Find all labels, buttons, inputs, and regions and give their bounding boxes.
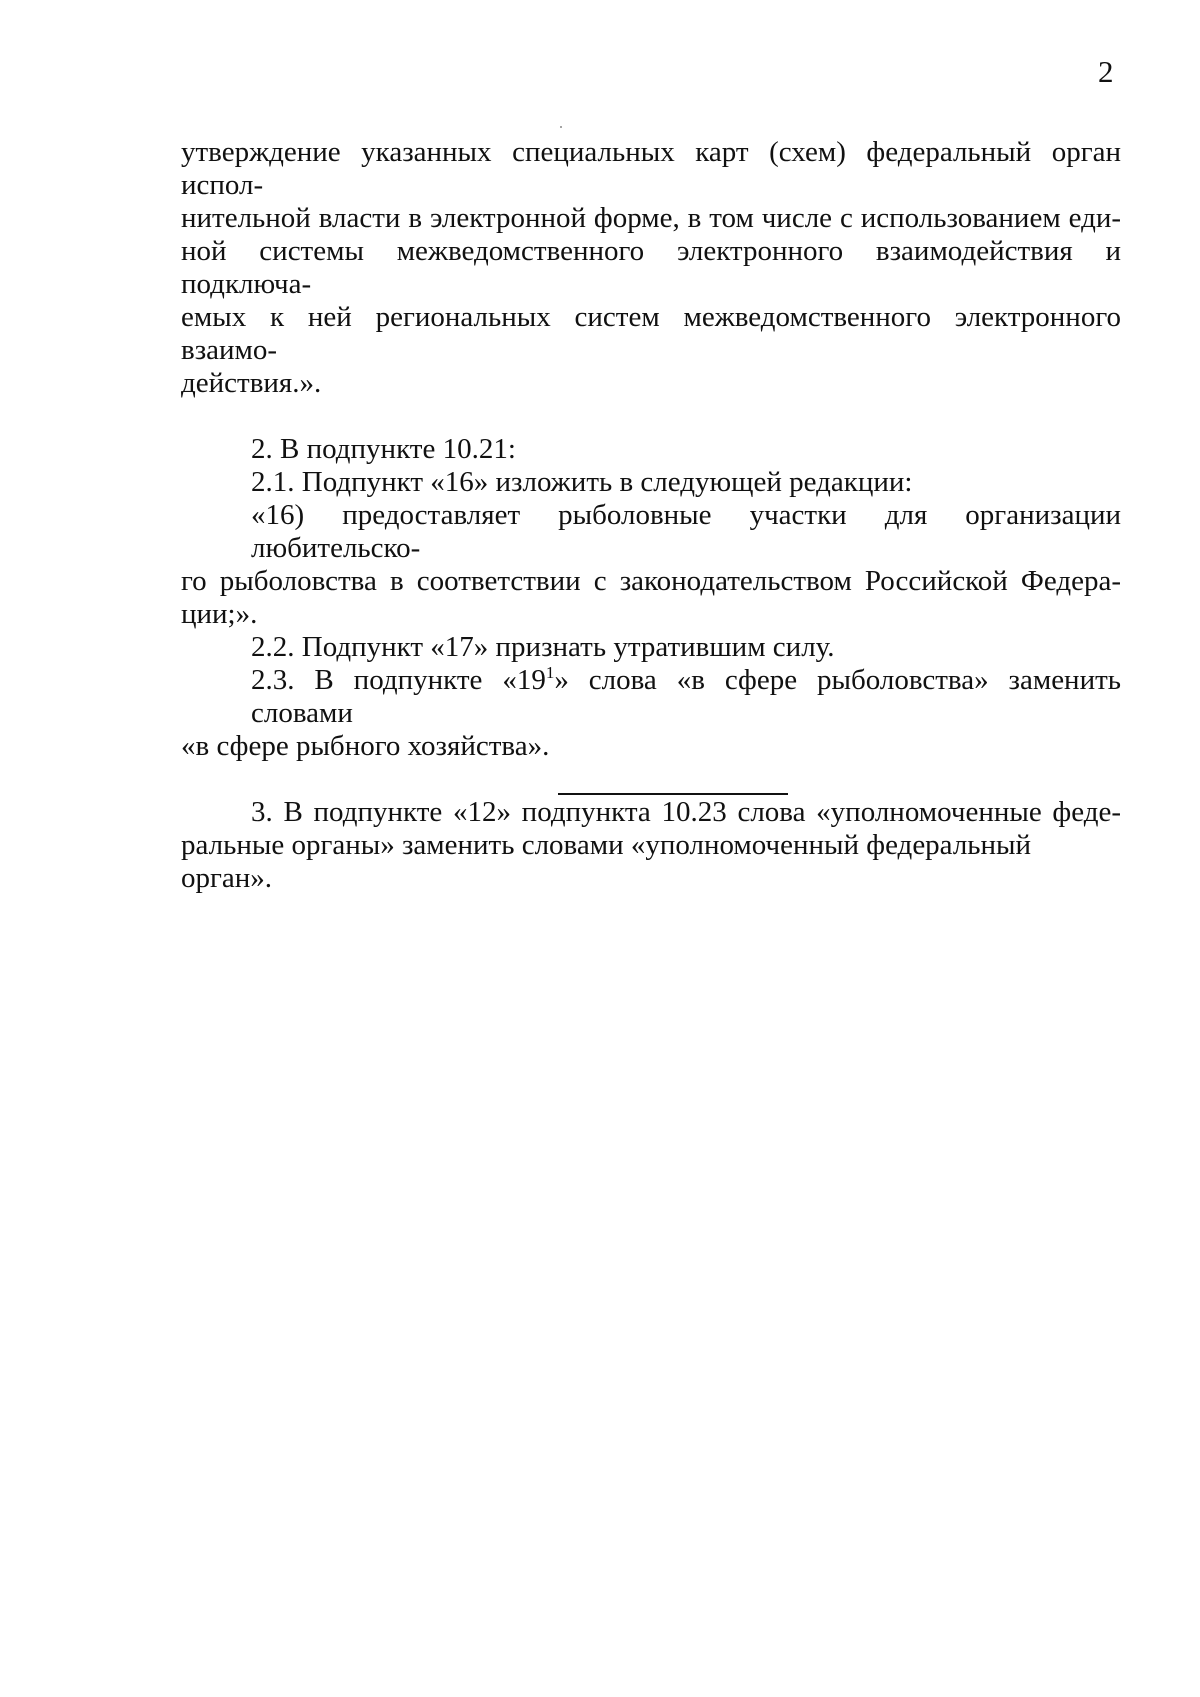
- document-body: [181, 136, 1121, 895]
- superscript: 1: [545, 663, 555, 682]
- scan-speck: [560, 126, 562, 128]
- text-line: емых к ней региональных систем межведомственного электронного взаимо-: [181, 301, 1121, 366]
- text-line: ной системы межведомственного электронного взаимодействия и подключа-: [181, 235, 1121, 300]
- text-line: 3. В подпункте «12» подпункта 10.23 слова «уполномоченные феде-: [251, 796, 1121, 828]
- text-line: «16) предоставляет рыболовные участки для организации любительско-: [251, 499, 1121, 564]
- paragraph-item-2-1: 2.1. Подпункт «16» изложить в следующей редакции:: [251, 466, 913, 498]
- page-number: 2: [1098, 54, 1114, 89]
- paragraph-item-2-2: 2.2. Подпункт «17» признать утратившим силу.: [251, 631, 835, 663]
- text-line: утверждение указанных специальных карт (схем) федеральный орган испол-: [181, 136, 1121, 201]
- text-fragment: » слова «в сфере рыболовства» заменить словами: [251, 664, 1121, 729]
- paragraph-item-3: [181, 796, 1121, 895]
- text-line: ральные органы» заменить словами «уполномоченный федеральный орган».: [181, 829, 1032, 894]
- paragraph-quote-16: [181, 499, 1121, 631]
- paragraph-item-2-3: [181, 664, 1121, 763]
- text-line: нительной власти в электронной форме, в том числе с использованием еди-: [181, 202, 1121, 234]
- paragraph-item-2: 2. В подпункте 10.21:: [251, 433, 516, 465]
- text-fragment: 2.3. В подпункте «19: [251, 664, 546, 696]
- closing-divider-line: [558, 793, 788, 795]
- text-line: действия.».: [181, 367, 322, 399]
- text-line: [181, 664, 1121, 730]
- text-line: ции;».: [181, 598, 258, 630]
- text-line: го рыболовства в соответствии с законодательством Российской Федера-: [181, 565, 1121, 597]
- paragraph-continuation: [181, 136, 1121, 400]
- text-line: «в сфере рыбного хозяйства».: [181, 730, 550, 762]
